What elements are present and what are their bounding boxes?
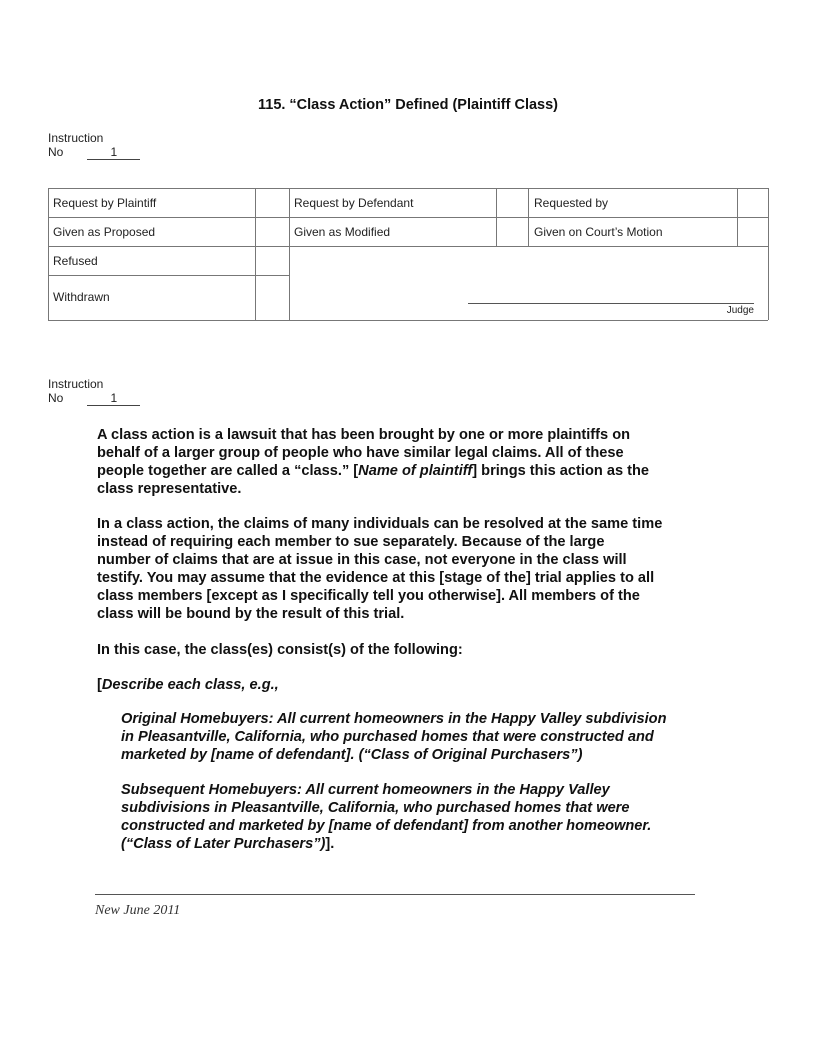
body-text-segment: testify. You may assume that the evidence at this [stage of the] trial applies to all [97, 570, 655, 586]
table-border [48, 188, 768, 189]
judge-signature-line [468, 303, 754, 304]
body-line [121, 781, 610, 799]
footer-divider [95, 894, 695, 895]
body-text-segment: In this case, the class(es) consist(s) of the following: [97, 642, 463, 658]
refused-label: Refused [53, 254, 98, 268]
body-line [121, 799, 629, 817]
body-text-segment: Name of plaintiff [358, 463, 473, 479]
table-divider [48, 246, 768, 247]
given-as-proposed-label: Given as Proposed [53, 225, 156, 239]
table-divider [528, 188, 529, 246]
table-border [48, 188, 49, 320]
body-text-segment: in Pleasantville, California, who purchased homes that were constructed and [121, 729, 654, 745]
table-border [48, 320, 768, 321]
body-text-segment: A class action is a lawsuit that has been brought by one or more plaintiffs on [97, 427, 631, 443]
judge-label: Judge [726, 305, 754, 316]
body-text-segment: behalf of a larger group of people who have similar legal claims. All of these [97, 445, 624, 461]
body-line [97, 515, 662, 533]
body-text-segment: class will be bound by the result of this trial. [97, 606, 405, 622]
body-text-segment: Subsequent Homebuyers: All current homeowners in the Happy Valley [121, 782, 610, 798]
body-text-segment: class members [except as I specifically tell you otherwise]. All members of the [97, 588, 640, 604]
body-line [121, 746, 582, 764]
body-line [97, 605, 404, 623]
body-text-segment: people together are called a “class.” [ [97, 463, 359, 479]
withdrawn-label: Withdrawn [53, 290, 110, 304]
body-text-segment: (“Class of Later Purchasers”) [121, 836, 326, 852]
body-line [97, 569, 654, 587]
body-line [97, 426, 630, 444]
requested-by-label: Requested by [534, 196, 609, 210]
body-text-segment: ]. [325, 836, 335, 852]
instruction-number: 1 [87, 146, 140, 160]
body-line [97, 444, 624, 462]
body-line [97, 551, 627, 569]
table-divider [289, 188, 290, 320]
page-title: 115. “Class Action” Defined (Plaintiff Class) [257, 97, 558, 113]
table-divider [48, 275, 289, 276]
revision-date: New June 2011 [95, 903, 181, 918]
body-text-segment: number of claims that are at issue in this case, not everyone in the class will [97, 552, 627, 568]
instruction-label: Instruction [48, 377, 104, 391]
body-text-segment: Describe each class, e.g., [101, 677, 279, 693]
body-text-segment: constructed and marketed by [name of defendant] from another homeowner. [121, 818, 652, 834]
instruction-number: 1 [87, 392, 140, 406]
table-divider [496, 188, 497, 246]
table-divider [737, 188, 738, 246]
no-label: No [48, 391, 64, 405]
body-line [97, 641, 463, 659]
table-border [768, 188, 769, 320]
instruction-label: Instruction [48, 131, 104, 145]
body-text-segment: Original Homebuyers: All current homeowners in the Happy Valley subdivision [121, 711, 667, 727]
body-line [97, 676, 279, 694]
body-line [121, 817, 651, 835]
request-by-defendant-label: Request by Defendant [294, 196, 414, 210]
request-by-plaintiff-label: Request by Plaintiff [53, 196, 157, 210]
instruction-block-top [48, 131, 140, 160]
body-line [121, 710, 667, 728]
body-line [97, 533, 604, 551]
body-line [121, 835, 334, 853]
body-text-segment: ] brings this action as the [472, 463, 650, 479]
body-text-segment: instead of requiring each member to sue separately. Because of the large [97, 534, 605, 550]
body-line [97, 587, 640, 605]
body-text-segment: subdivisions in Pleasantville, California, who purchased homes that were [121, 800, 630, 816]
body-line [121, 728, 654, 746]
body-text-segment: marketed by [name of defendant]. (“Class of Original Purchasers”) [121, 747, 583, 763]
body-text-segment: In a class action, the claims of many individuals can be resolved at the same time [97, 516, 663, 532]
body-line [97, 480, 241, 498]
instruction-block-bottom [48, 377, 140, 406]
table-divider [48, 217, 768, 218]
table-divider [255, 188, 256, 320]
body-text-segment: class representative. [97, 481, 242, 497]
given-as-modified-label: Given as Modified [294, 225, 391, 239]
body-text-segment: [ [97, 677, 102, 693]
body-line [97, 462, 649, 480]
given-on-courts-motion-label: Given on Court’s Motion [534, 225, 663, 239]
no-label: No [48, 145, 64, 159]
